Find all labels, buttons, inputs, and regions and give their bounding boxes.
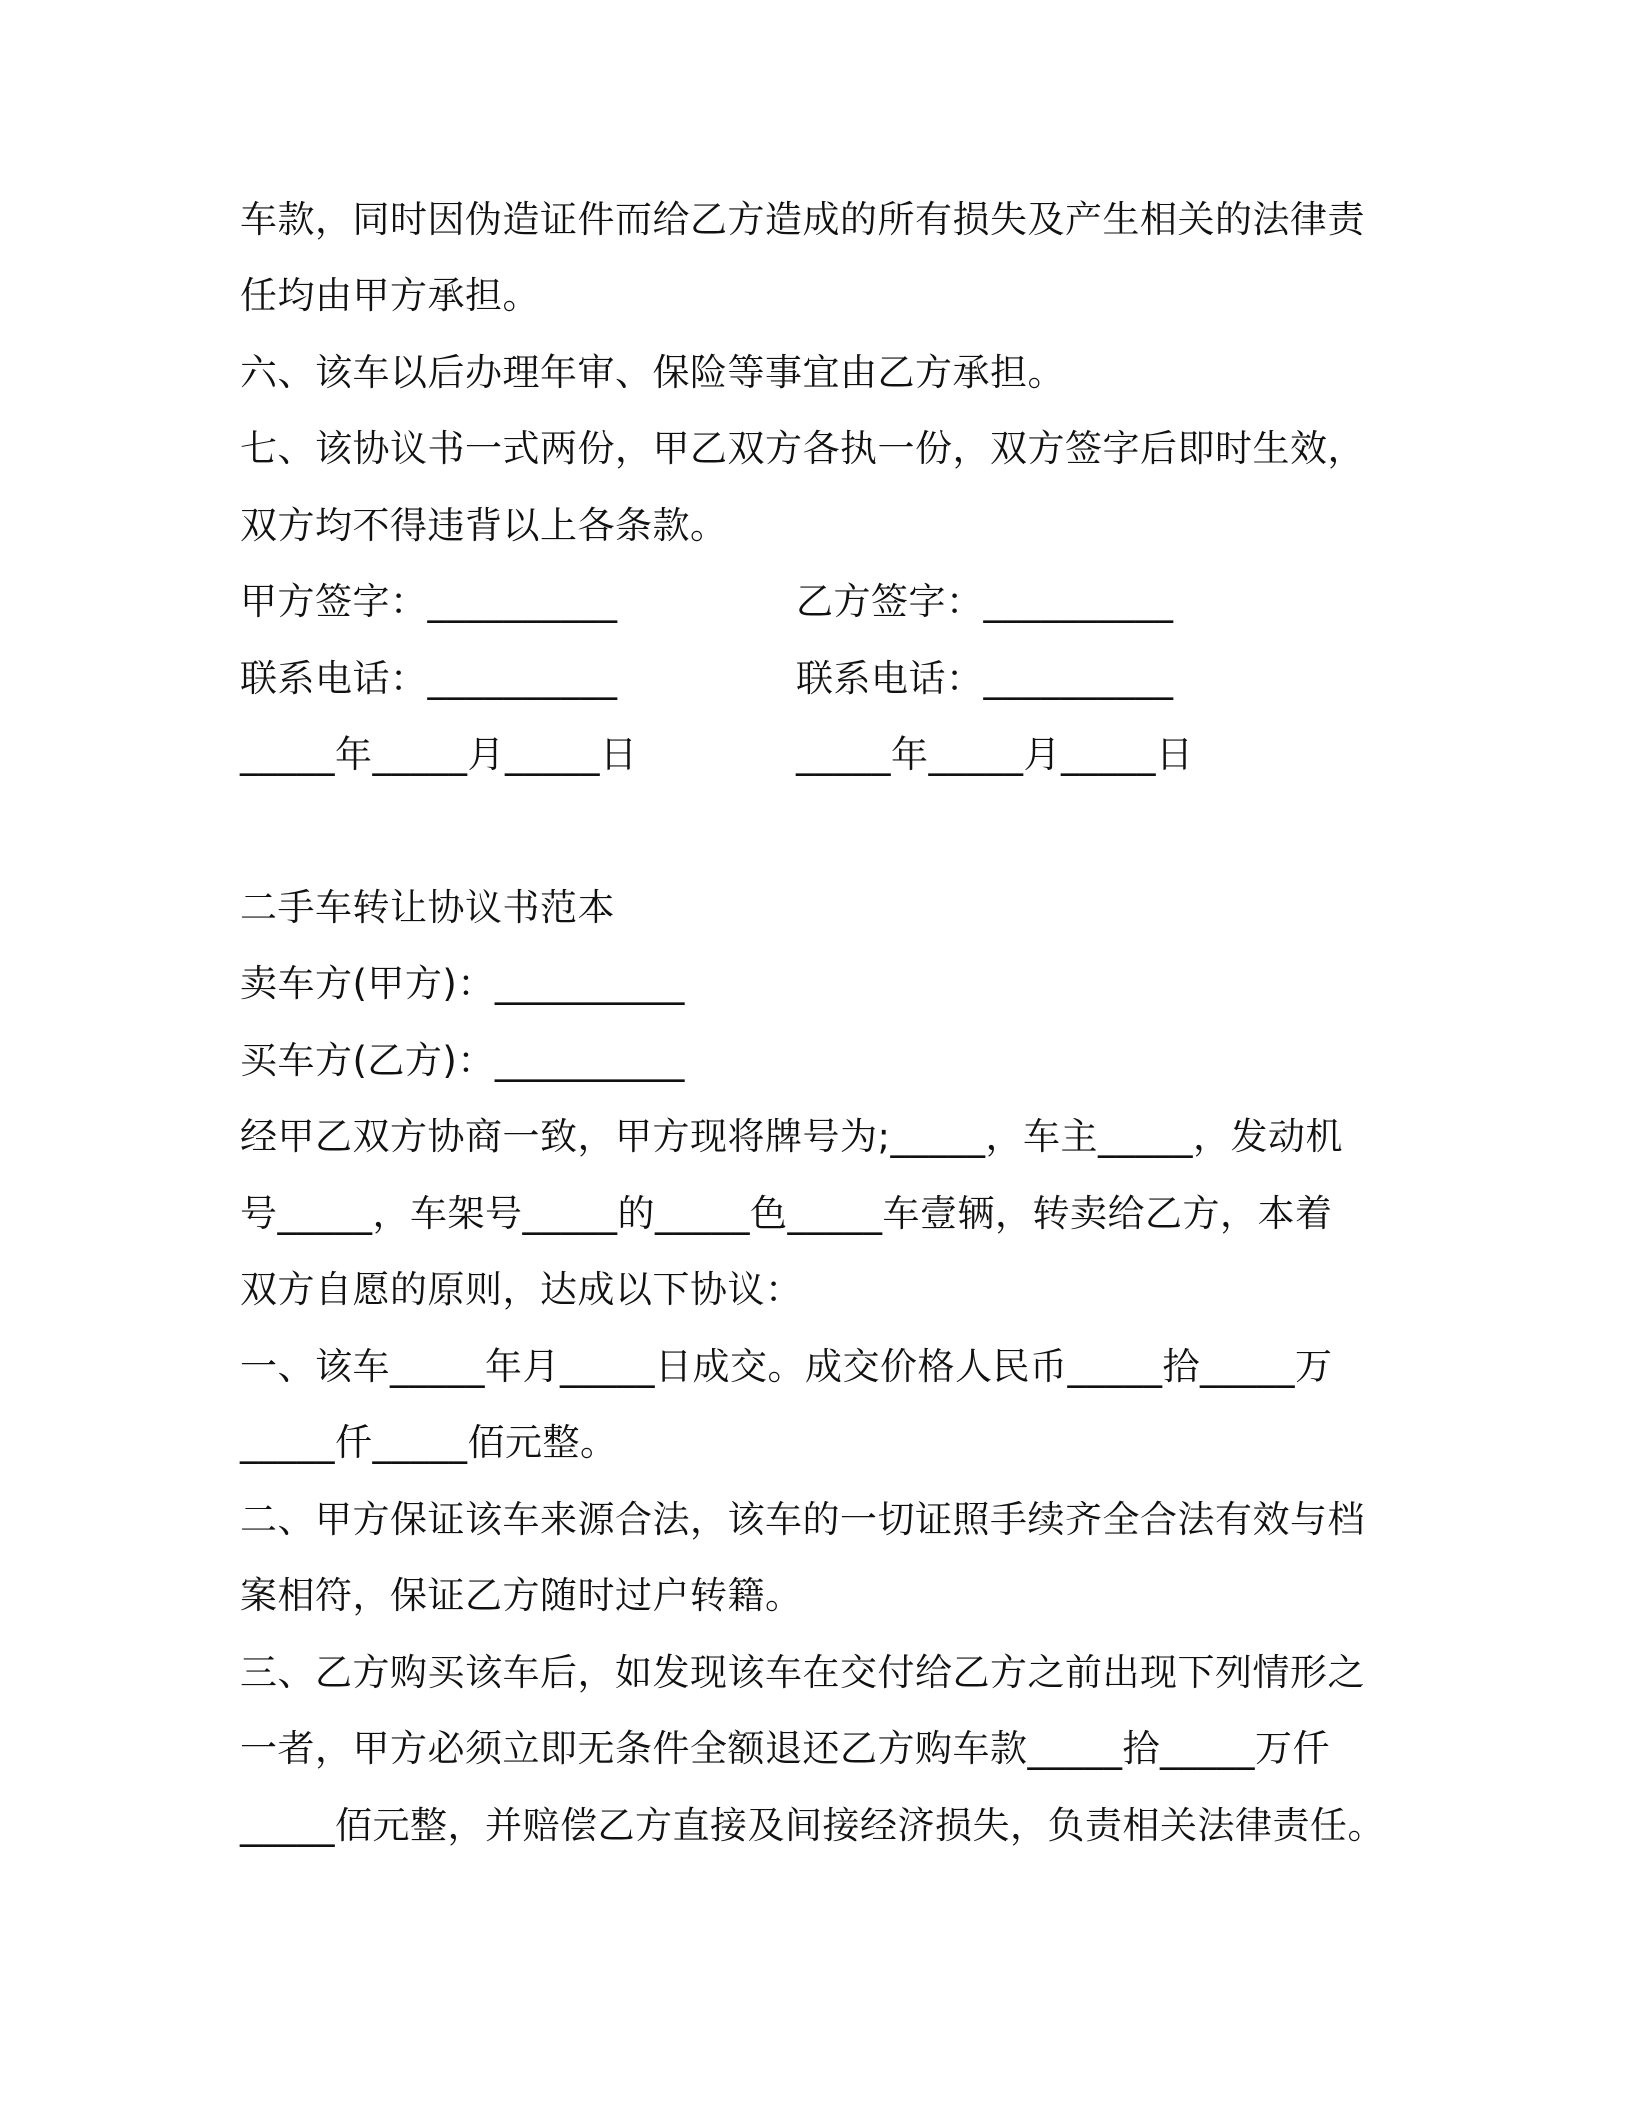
party-b-date: _____年_____月_____日: [796, 733, 1194, 776]
paragraph-line: 任均由甲方承担。: [240, 274, 540, 317]
paragraph-line: 车款，同时因伪造证件而给乙方造成的所有损失及产生相关的法律责: [240, 198, 1365, 241]
party-a-phone: 联系电话：__________: [240, 657, 618, 700]
paragraph-line: _____佰元整，并赔偿乙方直接及间接经济损失，负责相关法律责任。: [240, 1804, 1385, 1847]
paragraph-line: 经甲乙双方协商一致，甲方现将牌号为;_____，车主_____，发动机: [240, 1115, 1343, 1158]
document-title: 二手车转让协议书范本: [240, 886, 615, 929]
seller-field: 卖车方(甲方)：__________: [240, 962, 685, 1005]
clause-three: 三、乙方购买该车后，如发现该车在交付给乙方之前出现下列情形之: [240, 1651, 1365, 1694]
party-b-signature: 乙方签字：__________: [796, 580, 1174, 623]
paragraph-line: 双方自愿的原则，达成以下协议：: [240, 1268, 803, 1311]
party-b-phone: 联系电话：__________: [796, 657, 1174, 700]
clause-one: 一、该车_____年月_____日成交。成交价格人民币_____拾_____万: [240, 1345, 1333, 1388]
buyer-field: 买车方(乙方)：__________: [240, 1039, 685, 1082]
paragraph-line: 一者，甲方必须立即无条件全额退还乙方购车款_____拾_____万仟: [240, 1727, 1330, 1770]
paragraph-line: 双方均不得违背以上各条款。: [240, 504, 728, 547]
paragraph-line: 案相符，保证乙方随时过户转籍。: [240, 1574, 803, 1617]
party-a-signature: 甲方签字：__________: [240, 580, 618, 623]
clause-six: 六、该车以后办理年审、保险等事宜由乙方承担。: [240, 351, 1065, 394]
paragraph-line: 号_____，车架号_____的_____色_____车壹辆，转卖给乙方，本着: [240, 1192, 1333, 1235]
paragraph-line: _____仟_____佰元整。: [240, 1421, 618, 1464]
clause-seven: 七、该协议书一式两份，甲乙双方各执一份，双方签字后即时生效，: [240, 427, 1365, 470]
clause-two: 二、甲方保证该车来源合法，该车的一切证照手续齐全合法有效与档: [240, 1498, 1365, 1541]
party-a-date: _____年_____月_____日: [240, 733, 638, 776]
